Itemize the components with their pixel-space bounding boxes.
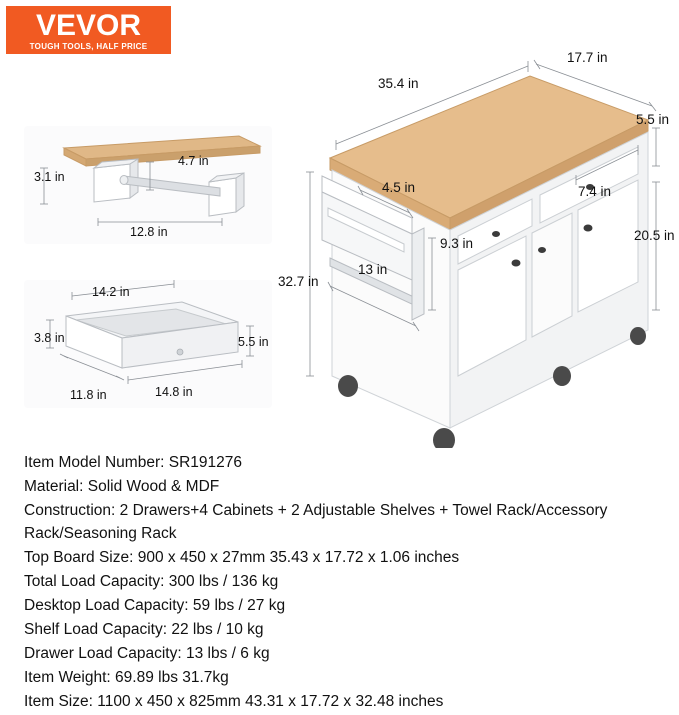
spec-row (24, 571, 664, 594)
width-top-label: 35.4 in (378, 76, 419, 91)
towel-bracket-height-label: 3.1 in (34, 170, 65, 184)
spec-label: Item Size: (24, 692, 93, 710)
spec-value: 59 lbs / 27 kg (192, 596, 286, 614)
spec-value: 13 lbs / 6 kg (185, 644, 270, 662)
cabinet-height-right-label: 20.5 in (634, 228, 675, 243)
cabinet-door-width-label: 7.4 in (578, 184, 612, 199)
rack-width-label: 4.5 in (382, 180, 416, 195)
spec-value: 2 Drawers+4 Cabinets + 2 Adjustable Shelves + Towel Rack/Accessory Rack/Seasoning Rack (24, 502, 608, 542)
brand-name: VEVOR (35, 8, 142, 42)
product-spec-list (24, 452, 664, 715)
spec-label: Desktop Load Capacity: (24, 596, 189, 614)
spec-value: 300 lbs / 136 kg (168, 572, 279, 590)
towel-bracket-depth-label: 4.7 in (178, 154, 209, 168)
spec-label: Total Load Capacity: (24, 572, 165, 590)
spec-label: Item Weight: (24, 668, 111, 686)
spec-label: Item Model Number: (24, 454, 165, 471)
spec-label: Top Board Size: (24, 548, 134, 566)
spec-label: Construction: (24, 502, 116, 519)
towel-bar-length-label: 12.8 in (130, 225, 168, 239)
spec-label: Shelf Load Capacity: (24, 620, 168, 638)
spec-row (24, 476, 664, 499)
rack-depth-label: 9.3 in (440, 236, 474, 251)
spec-row (24, 619, 664, 642)
spec-label: Material: (24, 478, 84, 495)
vevor-logo (6, 6, 171, 54)
spec-label: Drawer Load Capacity: (24, 644, 182, 662)
spec-value: 900 x 450 x 27mm 35.43 x 17.72 x 1.06 inches (137, 548, 460, 566)
rack-length-label: 13 in (358, 262, 388, 277)
product-dimension-diagram (0, 50, 679, 448)
spec-value: 22 lbs / 10 kg (171, 620, 264, 638)
spec-value: 1100 x 450 x 825mm 43.31 x 17.72 x 32.48 inches (97, 692, 444, 710)
drawer-outer-width-label: 14.8 in (155, 385, 193, 399)
spec-row (24, 643, 664, 666)
drawer-inner-depth-label: 11.8 in (70, 388, 107, 402)
drawer-inner-height-label: 3.8 in (34, 331, 65, 345)
drawer-inner-width-label: 14.2 in (92, 285, 130, 299)
spec-row (24, 452, 664, 475)
spec-value: SR191276 (168, 454, 242, 471)
spec-row (24, 595, 664, 618)
kitchen-island-drawing (300, 58, 670, 448)
spec-row (24, 667, 664, 690)
depth-top-label: 17.7 in (567, 50, 608, 65)
spec-row (24, 500, 664, 545)
spec-row (24, 547, 664, 570)
spec-row (24, 691, 664, 714)
total-height-left-label: 32.7 in (278, 274, 319, 289)
drawer-outer-height-label: 5.5 in (238, 335, 269, 349)
brand-tagline: TOUGH TOOLS, HALF PRICE (29, 41, 148, 51)
spec-value: 69.89 lbs 31.7kg (115, 668, 229, 686)
drawer-height-right-label: 5.5 in (636, 112, 670, 127)
spec-value: Solid Wood & MDF (87, 478, 220, 495)
